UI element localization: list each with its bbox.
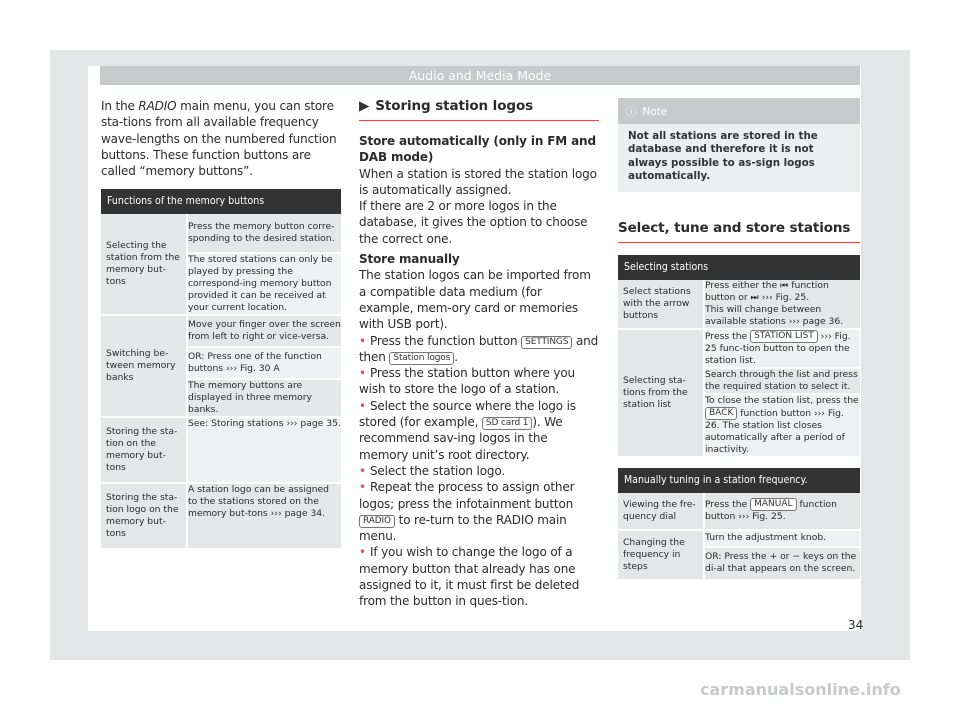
info-icon: ⓘ bbox=[626, 106, 637, 118]
column-3 bbox=[618, 98, 860, 581]
list-item: • Press the function button SETTINGS and then Station logos . bbox=[359, 333, 599, 364]
table-title: Selecting stations bbox=[618, 255, 860, 280]
table-cell: Press either the ⏮ function button or ⏭ ››› Fig. 25. This will change between available stations ››› page 36. bbox=[704, 280, 860, 329]
table-cell: Press the STATION LIST ››› Fig. 25 func-tion button to open the station list. bbox=[704, 329, 860, 368]
table-cell: See: Storing stations ››› page 35. bbox=[187, 417, 341, 483]
row-label: Selecting sta-tions from the station list bbox=[618, 329, 704, 457]
table-cell: Search through the list and press the required station to select it. bbox=[704, 368, 860, 394]
row-label: Viewing the fre-quency dial bbox=[618, 493, 704, 530]
table-cell: The memory buttons are displayed in three memory banks. bbox=[187, 379, 341, 417]
table-cell: OR: Press one of the function buttons ››› Fig. 30 A bbox=[187, 347, 341, 379]
note-text: Not all stations are stored in the database and therefore it is not always possible to as-sign logos automatically. bbox=[628, 130, 818, 183]
chapter-header: Audio and Media Mode bbox=[100, 66, 860, 85]
manual-key: MANUAL bbox=[750, 498, 796, 511]
column-1 bbox=[101, 98, 341, 550]
table-cell: Turn the adjustment knob. bbox=[704, 530, 860, 548]
table-cell: Press the memory button corre-sponding to the desired station. bbox=[187, 214, 341, 253]
table-title: Manually tuning in a station frequency. bbox=[618, 468, 860, 493]
table-cell: Press the MANUAL function button ››› Fig. 25. bbox=[704, 493, 860, 530]
table-cell: To close the station list, press the BACK function button ››› Fig. 26. The station list closes automatically after a period of inactivity. bbox=[705, 394, 859, 455]
table-cell: The stored stations can only be played by pressing the correspond-ing memory button provided it can be received at your current location. bbox=[187, 253, 341, 315]
manual-store-title: Store manually bbox=[359, 252, 460, 267]
list-item: • If you wish to change the logo of a memory button that already has one assigned to it, it must first be deleted from the button in ques-tion. bbox=[359, 545, 580, 609]
section-heading: Select, tune and store stations bbox=[618, 220, 860, 243]
memory-buttons-table bbox=[101, 189, 341, 550]
sd-card-key: SD card 1 bbox=[482, 417, 532, 430]
list-item: • Repeat the process to assign other logos; press the infotainment button RADIO to re-turn to the RADIO main menu. bbox=[359, 480, 575, 544]
auto-text-2: If there are 2 or more logos in the database, it gives the option to choose the correct one. bbox=[359, 199, 588, 246]
intro-paragraph: In the RADIO main menu, you can store sta-tions from all available frequency wave-lengths on the numbered function buttons. These function buttons are called “memory buttons”. bbox=[101, 99, 337, 179]
watermark: carmanualsonline.info bbox=[700, 680, 901, 699]
row-label: Selecting the station from the memory but-tons bbox=[101, 214, 187, 315]
list-item: • Press the station button where you wish to store the logo of a station. bbox=[359, 366, 575, 397]
back-key: BACK bbox=[705, 407, 737, 420]
settings-key: SETTINGS bbox=[521, 336, 572, 349]
manual-tuning-table bbox=[618, 468, 860, 581]
radio-key: RADIO bbox=[359, 515, 395, 528]
table-title: Functions of the memory buttons bbox=[101, 189, 341, 214]
auto-text-1: When a station is stored the station logo is automatically assigned. bbox=[359, 166, 597, 197]
section-arrow-icon: ▶ bbox=[359, 98, 370, 114]
table-cell: A station logo can be assigned to the stations stored on the memory but-tons ››› page 34. bbox=[187, 483, 341, 549]
note-header: ⓘ Note bbox=[618, 100, 860, 124]
row-label: Storing the sta-tion on the memory but-tons bbox=[101, 417, 187, 483]
page-number: 34 bbox=[848, 618, 864, 632]
table-cell: Move your finger over the screen from left to right or vice-versa. bbox=[187, 315, 341, 347]
list-item: • Select the source where the logo is stored (for example, SD card 1 ). We recommend sav-ing logos in the memory unit’s root directory. bbox=[359, 398, 576, 462]
station-logos-key: Station logos bbox=[389, 352, 454, 365]
row-label: Select stations with the arrow buttons bbox=[618, 280, 704, 329]
table-cell: OR: Press the + or − keys on the di-al that appears on the screen. bbox=[704, 547, 860, 580]
selecting-stations-table bbox=[618, 255, 860, 458]
section-heading: ▶ Storing station logos bbox=[359, 98, 599, 121]
manual-text: The station logos can be imported from a compatible data medium (for example, mem-ory card or memories with USB port). bbox=[359, 268, 591, 332]
column-2 bbox=[359, 98, 599, 610]
note-box bbox=[618, 98, 860, 192]
row-label: Changing the frequency in steps bbox=[618, 530, 704, 580]
station-list-key: STATION LIST bbox=[750, 330, 818, 343]
row-label: Switching be-tween memory banks bbox=[101, 315, 187, 417]
row-label: Storing the sta-tion logo on the memory but-tons bbox=[101, 483, 187, 549]
auto-store-title: Store automatically (only in FM and DAB mode) bbox=[359, 134, 596, 165]
list-item: • Select the station logo. bbox=[359, 463, 506, 478]
